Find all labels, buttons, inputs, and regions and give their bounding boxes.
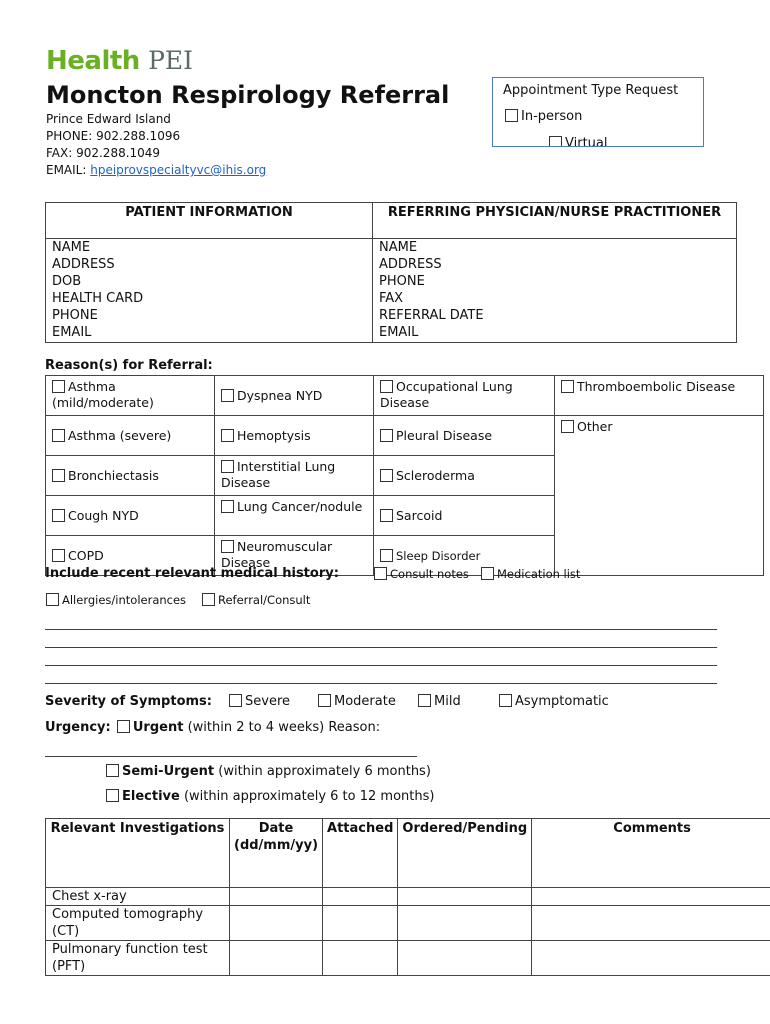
severity-mild-option[interactable]: [418, 694, 461, 709]
checkbox[interactable]: [52, 469, 65, 482]
asymptomatic-label: Asymptomatic: [515, 694, 609, 709]
appointment-type-box: [492, 77, 704, 147]
checkbox[interactable]: [481, 567, 494, 580]
reason-label: Occupational Lung Disease: [380, 379, 513, 410]
checkbox[interactable]: [418, 694, 431, 707]
comments-cell[interactable]: [532, 941, 770, 976]
history-label: Include recent relevant medical history:: [45, 566, 339, 581]
reason-hemoptysis[interactable]: [215, 416, 374, 456]
reason-label: Cough NYD: [68, 507, 139, 523]
physician-fax-label: FAX: [379, 291, 404, 306]
reason-label: Sleep Disorder: [396, 548, 481, 563]
email-label: EMAIL:: [46, 163, 91, 177]
referral-consult-option[interactable]: [202, 593, 310, 607]
moderate-label: Moderate: [334, 694, 396, 709]
urgency-urgent-row: [45, 720, 380, 735]
in-person-option[interactable]: [505, 109, 582, 124]
reasons-heading: Reason(s) for Referral:: [45, 358, 213, 373]
semi-urgent-option[interactable]: [106, 764, 431, 779]
reason-label: Asthma (severe): [68, 427, 172, 443]
checkbox[interactable]: [52, 509, 65, 522]
severity-asymptomatic-option[interactable]: [499, 694, 609, 709]
urgent-desc: (within 2 to 4 weeks) Reason:: [183, 720, 381, 735]
date-cell[interactable]: [230, 941, 323, 976]
in-person-label: In-person: [521, 109, 583, 124]
checkbox[interactable]: [221, 500, 234, 513]
health-pei-logo: [46, 46, 193, 76]
urgent-checkbox[interactable]: [117, 720, 130, 733]
checkbox[interactable]: [221, 540, 234, 553]
checkbox[interactable]: [202, 593, 215, 606]
comments-cell[interactable]: [532, 906, 770, 941]
consult-notes-option[interactable]: [374, 567, 469, 581]
history-line-2[interactable]: ________________________________________________________________________________________________________________: [45, 634, 717, 648]
virtual-checkbox[interactable]: [549, 136, 562, 147]
checkbox[interactable]: [221, 429, 234, 442]
reason-lung-cancer[interactable]: [215, 496, 374, 536]
reason-label: Bronchiectasis: [68, 467, 159, 483]
medication-list-option[interactable]: [481, 567, 580, 581]
elective-checkbox[interactable]: [106, 789, 119, 802]
reason-label: Asthma (mild/moderate): [52, 379, 154, 410]
page-title: Moncton Respirology Referral: [46, 81, 450, 109]
checkbox[interactable]: [380, 380, 393, 393]
ordered-cell[interactable]: [398, 888, 532, 906]
patient-dob-label: DOB: [52, 274, 82, 289]
allergies-label: Allergies/intolerances: [62, 593, 187, 607]
reason-thromboembolic[interactable]: [555, 376, 764, 416]
consult-notes-label: Consult notes: [390, 567, 469, 581]
reason-occupational[interactable]: [374, 376, 555, 416]
reason-label: Hemoptysis: [237, 427, 311, 443]
date-cell[interactable]: [230, 906, 323, 941]
reason-asthma-mild[interactable]: [46, 376, 215, 416]
physician-referral-date-label: REFERRAL DATE: [379, 308, 484, 323]
severity-moderate-option[interactable]: [318, 694, 396, 709]
checkbox[interactable]: [380, 549, 393, 562]
history-line-1[interactable]: ________________________________________________________________________________________________________________: [45, 616, 717, 630]
reason-label: COPD: [68, 547, 104, 563]
reason-interstitial[interactable]: [215, 456, 374, 496]
table-row: [46, 906, 770, 941]
virtual-label: Virtual: [565, 136, 608, 147]
checkbox[interactable]: [380, 509, 393, 522]
attached-cell[interactable]: [323, 888, 398, 906]
attached-header: Attached: [323, 819, 398, 888]
investigation-name: Computed tomography (CT): [46, 906, 230, 941]
investigations-header: Relevant Investigations: [46, 819, 230, 888]
semi-urgent-label: Semi-Urgent: [122, 764, 215, 779]
patient-name-label: NAME: [52, 240, 91, 255]
patient-info-heading: PATIENT INFORMATION: [46, 203, 373, 239]
investigation-name: Pulmonary function test (PFT): [46, 941, 230, 976]
attached-cell[interactable]: [323, 941, 398, 976]
checkbox[interactable]: [499, 694, 512, 707]
attached-cell[interactable]: [323, 906, 398, 941]
history-line-4[interactable]: ________________________________________________________________________________________________________________: [45, 670, 717, 684]
history-line-3[interactable]: ________________________________________________________________________________________________________________: [45, 652, 717, 666]
elective-desc: (within approximately 6 to 12 months): [179, 789, 435, 804]
reason-scleroderma[interactable]: [374, 456, 555, 496]
physician-fields[interactable]: [373, 239, 737, 343]
reason-label: Dyspnea NYD: [237, 387, 323, 403]
allergies-option[interactable]: [46, 593, 186, 607]
table-row: [46, 941, 770, 976]
patient-fields[interactable]: [46, 239, 373, 343]
ordered-pending-header: Ordered/Pending: [398, 819, 532, 888]
physician-email-label: EMAIL: [379, 325, 419, 340]
severity-label: Severity of Symptoms:: [45, 694, 212, 709]
physician-phone-label: PHONE: [379, 274, 425, 289]
checkbox[interactable]: [380, 469, 393, 482]
logo-pei: PEI: [148, 46, 194, 75]
patient-email-label: EMAIL: [52, 325, 92, 340]
reason-label: Interstitial Lung Disease: [221, 459, 336, 490]
email-line: [46, 162, 266, 178]
reason-dyspnea[interactable]: [215, 376, 374, 416]
physician-heading: REFERRING PHYSICIAN/NURSE PRACTITIONER: [373, 203, 737, 239]
semi-urgent-desc: (within approximately 6 months): [214, 764, 431, 779]
patient-phone-label: PHONE: [52, 308, 98, 323]
patient-health-card-label: HEALTH CARD: [52, 291, 144, 306]
reason-label: Thromboembolic Disease: [577, 379, 736, 394]
reason-sarcoid[interactable]: [374, 496, 555, 536]
reason-label: Neuromuscular Disease: [221, 539, 333, 570]
reason-asthma-severe[interactable]: [46, 416, 215, 456]
checkbox[interactable]: [52, 429, 65, 442]
mild-label: Mild: [434, 694, 461, 709]
date-header: Date (dd/mm/yy): [230, 819, 323, 888]
severity-severe-option[interactable]: [229, 694, 290, 709]
checkbox[interactable]: [52, 380, 65, 393]
urgent-reason-line[interactable]: ______________________________________________________________: [45, 743, 417, 757]
comments-header: Comments: [532, 819, 770, 888]
table-row: [46, 888, 770, 906]
medication-list-label: Medication list: [497, 567, 581, 581]
phone-text: PHONE: 902.288.1096: [46, 129, 181, 143]
logo-health: Health: [46, 46, 140, 76]
checkbox[interactable]: [380, 429, 393, 442]
date-cell[interactable]: [230, 888, 323, 906]
checkbox[interactable]: [229, 694, 242, 707]
checkbox[interactable]: [374, 567, 387, 580]
ordered-cell[interactable]: [398, 906, 532, 941]
physician-name-label: NAME: [379, 240, 418, 255]
reason-bronchiectasis[interactable]: [46, 456, 215, 496]
urgent-label: Urgent: [132, 720, 184, 735]
investigations-table: [45, 818, 770, 976]
province-text: Prince Edward Island: [46, 112, 171, 126]
checkbox[interactable]: [221, 389, 234, 402]
reason-label: Scleroderma: [396, 467, 475, 483]
elective-label: Elective: [122, 789, 180, 804]
reason-label: Lung Cancer/nodule: [237, 499, 363, 514]
checkbox[interactable]: [561, 420, 574, 433]
physician-address-label: ADDRESS: [379, 257, 442, 272]
checkbox[interactable]: [561, 380, 574, 393]
urgency-label: Urgency:: [45, 720, 111, 735]
reason-label: Sarcoid: [396, 507, 443, 523]
semi-urgent-checkbox[interactable]: [106, 764, 119, 777]
checkbox[interactable]: [318, 694, 331, 707]
patient-physician-table: [45, 202, 737, 343]
reasons-table: [45, 375, 764, 576]
email-link[interactable]: hpeiprovspecialtyvc@ihis.org: [90, 163, 267, 177]
referral-consult-label: Referral/Consult: [218, 593, 311, 607]
checkbox[interactable]: [221, 460, 234, 473]
elective-option[interactable]: [106, 789, 434, 804]
investigation-name: Chest x-ray: [46, 888, 230, 906]
severe-label: Severe: [245, 694, 290, 709]
ordered-cell[interactable]: [398, 941, 532, 976]
reason-label: Pleural Disease: [396, 427, 493, 443]
comments-cell[interactable]: [532, 888, 770, 906]
patient-address-label: ADDRESS: [52, 257, 115, 272]
in-person-checkbox[interactable]: [505, 109, 518, 122]
appointment-title: Appointment Type Request: [503, 83, 679, 98]
virtual-option[interactable]: [549, 136, 607, 147]
reason-pleural[interactable]: [374, 416, 555, 456]
reason-other[interactable]: [555, 416, 764, 576]
fax-text: FAX: 902.288.1049: [46, 146, 161, 160]
checkbox[interactable]: [52, 549, 65, 562]
checkbox[interactable]: [46, 593, 59, 606]
reason-cough[interactable]: [46, 496, 215, 536]
reason-label: Other: [577, 419, 613, 434]
